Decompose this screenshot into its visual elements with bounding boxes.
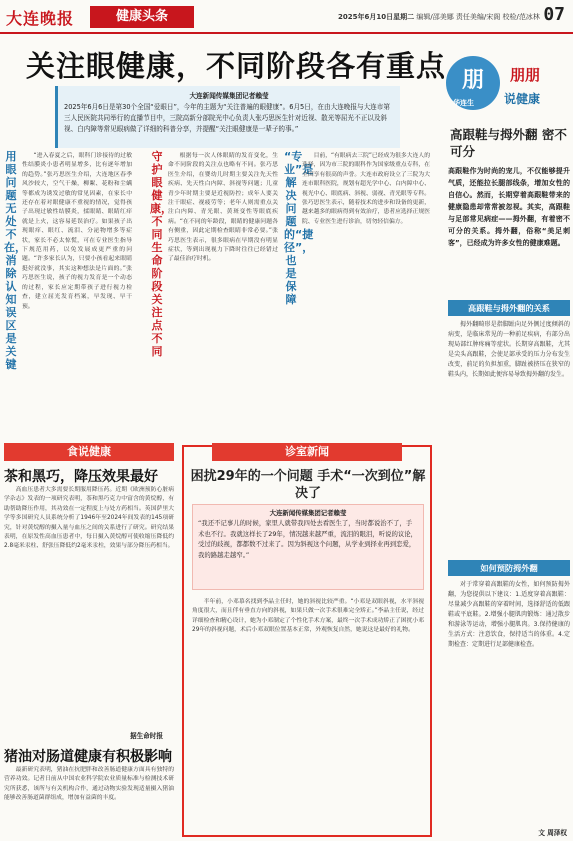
- lead-box: [55, 86, 400, 148]
- column-type: 说健康: [504, 92, 541, 106]
- column-article-lead: 高跟鞋作为时尚的宠儿，不仅能够提升气质，还能拉长腿部线条，增加女性的自信心。然而，长期穿着高跟鞋带来的健康隐患却常常被忽视。其实，高跟鞋与足部常见病症——拇外翻，有着密不可分的关系。拇外翻，俗称“美足刺客”，已经成为许多女性的健康难题。: [448, 167, 570, 247]
- column-section-1-text: 拇外翻畸形是指脚趾向足外侧过度倾斜的病变，是临床常见的一种前足疾病，有部分出现局部红肿疼痛等症状。长期穿高跟鞋，尤其是尖头高跟鞋，会使足部承受的压力分布发生改变，前足的负担加重，脚趾被挤压在狭窄的鞋头内，长期如此便容易导致拇外翻的发生。: [448, 321, 570, 378]
- lard-article-body: [4, 766, 174, 840]
- editor-credits: 编辑/邵美娜 责任美编/宋阁 校检/范冰林: [416, 13, 540, 21]
- article-column-3: [302, 152, 430, 437]
- column-logo-sub: 华连生: [453, 99, 474, 107]
- column-author: 文 周泽权: [538, 829, 567, 837]
- column-section-1-body: [448, 320, 570, 556]
- column-article-title: 高跟鞋与拇外翻 密不可分: [450, 127, 567, 159]
- food-article-text: 高血压患者大多需要长期服用降压药。近期《欧洲预防心脏病学杂志》发表的一项研究表明，茶和黑巧克力中富含的黄烷醇，有助帮助降压作用，其功效在一定程度上与处方药相当。英国萨里大学等多国研究人员系统分析了1946年至2024年间发表的145项研究，针对黄烷醇的摄入量与血压之间的关系进行了研究。研究结果表明，在原发性高血压患者中，每日摄入黄烷醇可使收缩压降低约2.8毫米汞柱、舒张压降低约2毫米汞柱，效果与部分降压药相当。: [4, 487, 174, 550]
- column-subheading-2: 如何预防拇外翻: [448, 560, 570, 576]
- clinic-section-header: 诊室新闻: [212, 443, 402, 461]
- clinic-intro-box: [192, 504, 424, 590]
- pull-quote-3: “专业”是解决问题的“捷径”，也是保障: [284, 150, 314, 306]
- article-column-2-text: 根据每一次人体眼睛的发育变化，生命不同阶段的关注点也略有不同。张巧思医生介绍，在婴幼儿时期主要关注先天性疾病、先天性白内障、斜视等问题；儿童青少年时期主要是近视防控；成年人要关注干眼症、视疲劳等；老年人则需重点关注白内障、青光眼、黄斑变性等眼底疾病。“在不同的年龄段，眼睛的健康问题各有侧重，因此定期检查眼睛非常必要。”张巧思医生表示，很多眼病在早期没有明显症状，等到出现视力下降时往往已经错过了最佳治疗时机。: [168, 153, 278, 263]
- clinic-article-title: 困扰29年的一个问题 手术“一次到位”解决了: [190, 469, 426, 501]
- article-column-1-text: “进入春夏之后，眼科门诊接待的过敏性结膜炎小患者明显增多，比有逐年增加的趋势。”张巧思医生介绍，大连地区春季风沙较大，空气干燥，柳絮、花粉和尘螨等都成为诱发过敏的常见因素，在家长中还存在着对眼健康不重视的情况，觉得孩子出现过敏性结膜炎，揉眼睛、眼睛红痒就是上火，这容易延误治疗。如果孩子出现眼痒、眼红、流泪、分泌物增多等症状，家长不必太惊慌，可在专业医生指导下规范用药，以免发展成更严重的问题。“许多家长认为，只要小孩看起来眼睛挺好就没事，其实这种想法是片面的。”张巧思医生说，孩子的视力发育是一个动态的过程，家长应定期带孩子进行视力检查，建立屈光发育档案，早发现、早干预。: [22, 153, 132, 310]
- page-meta: [338, 12, 540, 22]
- column-subheading-1: 高跟鞋与拇外翻的关系: [448, 300, 570, 316]
- clinic-intro-text: “我还不记事儿的时候，家里人就带我四处去看医生了，当时都说治不了，手术也不行。我就这样长了29年，情况越来越严重，流泪的眼泪，听说的议论，受过的歧视，都都数不过来了。因为斜视这个问题，从学业到择业再到恋爱，我的路越走越窄。”: [198, 519, 418, 559]
- lead-text: 2025年6月6日是第30个全国“爱眼日”，今年的主题为“关注普遍的眼健康”。6月5日，在由大连晚报与大连市第三人民医院共同举行的直播节目中，三院高新分部院光中心负责人张巧思医生针对近视、散光等屈光不正以及斜视、白内障等常见眼病做了详细的科普分享，并提醒“关注眼健康是一辈子的事。”: [64, 103, 390, 133]
- column-section-2-text: 对于常穿着高跟鞋的女性，如何预防拇外翻，为您提供以下建议：1.适度穿着高跟鞋：尽量减少高跟鞋的穿着时间，选择舒适的低跟鞋或平底鞋。2.增强小腿肌肉锻炼：通过散步和游泳等运动，增强小腿肌肉。3.保持健康的生活方式：注意饮食，保持适当的体重。4.定期检查：定期进行足部健康检查。: [448, 581, 570, 648]
- section-label: 健康头条: [90, 6, 194, 28]
- issue-date: 2025年6月10日星期二: [338, 13, 415, 21]
- lead-byline: 大连新闻传媒集团记者賴莹: [189, 92, 269, 100]
- masthead: [0, 0, 573, 34]
- page-title: 关注眼健康，不同阶段各有重点: [26, 49, 447, 83]
- food-article-source: 据生命时报: [130, 732, 163, 740]
- column-name: 朋朋: [510, 66, 541, 84]
- article-column-3-text: 目前，“有眼病去三院”已经成为很多大连人的选择，因为市三院的眼科作为国家级重点专科，在全国享有很高的声誉。大连市政府设立了三院为大连市眼科医院，规划有超光学中心、白内障中心、视光中心、眼底病、斜视、弱视、青光眼等专科。张巧思医生表示，随着技术的进步和设备的更新，越来越多的眼病得到有效治疗，患者应选择正规医院、专业医生进行诊治，切勿轻信偏方。: [302, 153, 430, 225]
- clinic-article-body: [192, 598, 424, 830]
- column-logo: 朋: [446, 56, 500, 110]
- pull-quote-2: 守护眼健康，不同生命阶段关注点不同: [150, 150, 172, 358]
- pull-quote-1: 用眼问题无处不在，消除认知误区是关键: [4, 150, 26, 371]
- page-number: 07: [543, 4, 565, 25]
- lard-article-text: 最新研究表明，猪油在抗肥胖和改善肠道健康方面具有独特的营养功效。记者日前从中国农业科学院农业质量标准与检测技术研究所获悉，该所与有关机构合作，通过动物实验发现适量摄入猪油能够改善肠道菌群组成，增加有益菌的丰度。: [4, 767, 174, 802]
- article-column-1: [22, 152, 132, 437]
- article-column-2: [168, 152, 278, 437]
- lard-article-title: 猪油对肠道健康有积极影响: [4, 749, 172, 765]
- food-section-header: 食说健康: [4, 443, 174, 461]
- clinic-article-text: 半年前，小邓慕名找到李晶主任时，她的斜视比较严重。“小邓是双眼斜视，水平斜视角度很大，而且伴有垂直方向的斜视，如果只做一次手术很难完全矫正。”李晶主任说，经过详细检查和精心设计，她为小邓制定了个性化手术方案，最终一次手术成功矫正了困扰小邓29年的斜视问题，术后小邓双眼位置基本正常，外观恢复自然，她说这是最好的礼物。: [192, 599, 424, 634]
- newspaper-logo: 大连晚报: [6, 9, 75, 28]
- food-article-body: [4, 486, 174, 736]
- column-section-2-body: [448, 580, 570, 825]
- food-article-title: 茶和黑巧，降压效果最好: [4, 469, 158, 485]
- clinic-byline: 大连新闻传媒集团记者賴莹: [269, 509, 347, 517]
